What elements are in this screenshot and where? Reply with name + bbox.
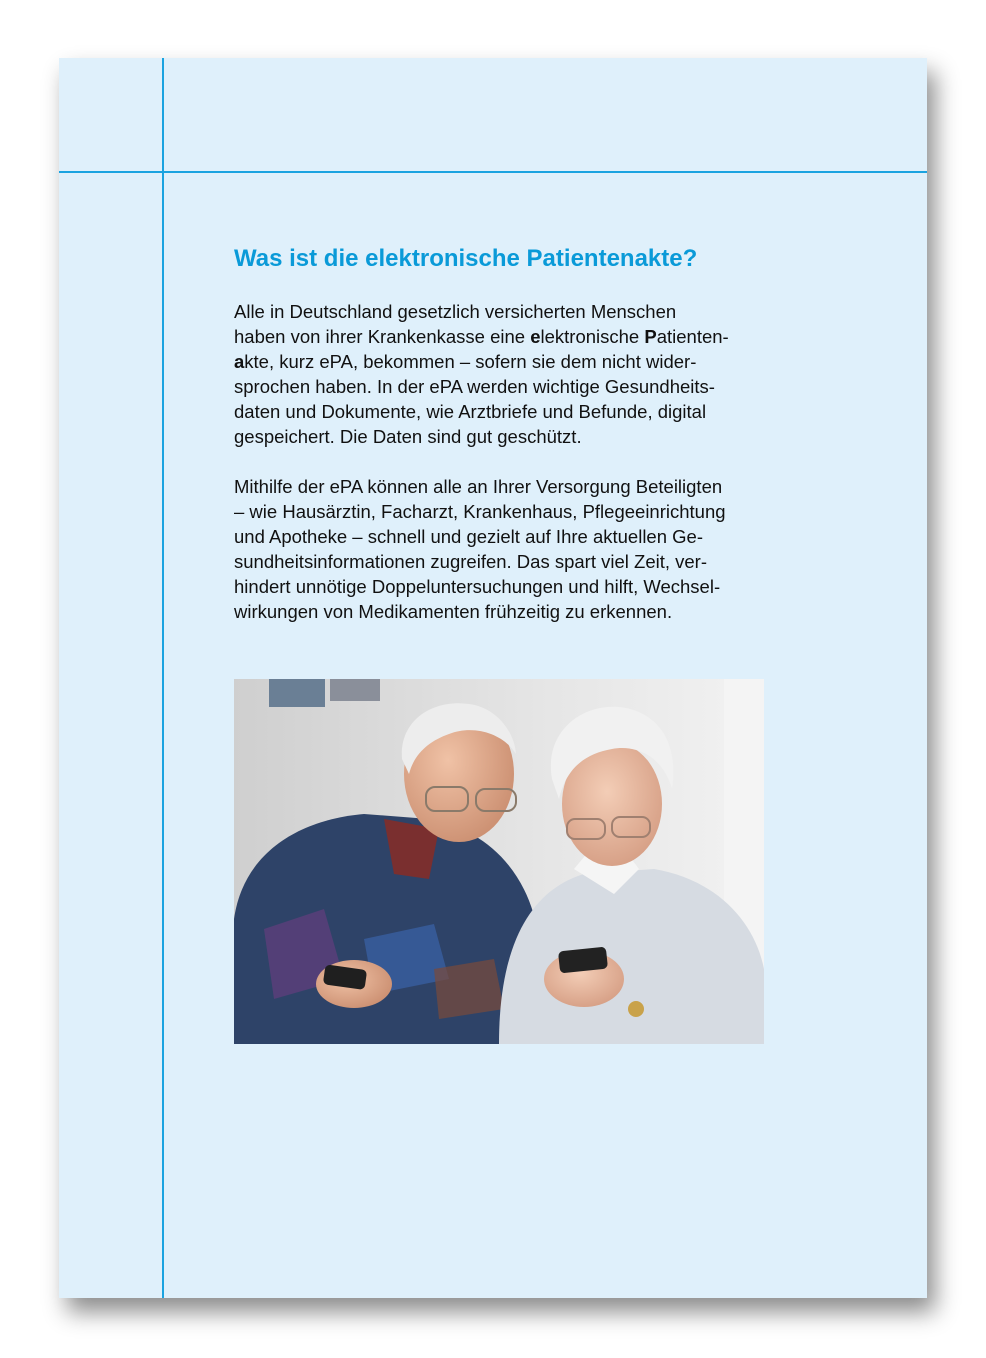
text-line: – wie Hausärztin, Facharzt, Krankenhaus, Pflegeeinrichtung — [234, 501, 726, 522]
text-line: Alle in Deutschland gesetzlich versicherten Menschen — [234, 301, 677, 322]
document-page — [59, 58, 927, 1298]
paragraph-intro — [234, 299, 794, 449]
acronym-letter-p: P — [644, 326, 657, 347]
wristwatch-icon — [628, 1001, 644, 1017]
text-line: Mithilfe der ePA können alle an Ihrer Versorgung Beteiligten — [234, 476, 723, 497]
text-line: hindert unnötige Doppeluntersuchungen und hilft, Wechsel- — [234, 576, 721, 597]
horizontal-margin-rule — [59, 171, 927, 173]
wall-picture — [269, 679, 325, 707]
text-line: sundheitsinformationen zugreifen. Das spart viel Zeit, ver- — [234, 551, 707, 572]
text-line: haben von ihrer Krankenkasse eine elektronische Patienten- — [234, 326, 729, 347]
paragraph-benefits — [234, 474, 794, 624]
photo-seniors-with-phones — [234, 679, 764, 1044]
wall-picture — [330, 679, 380, 701]
text-line: gespeichert. Die Daten sind gut geschützt. — [234, 426, 582, 447]
acronym-letter-e: e — [530, 326, 541, 347]
text-line: akte, kurz ePA, bekommen – sofern sie dem nicht wider- — [234, 351, 697, 372]
text-line: und Apotheke – schnell und gezielt auf Ihre aktuellen Ge- — [234, 526, 703, 547]
page-heading: Was ist die elektronische Patientenakte? — [234, 245, 698, 272]
acronym-letter-a: a — [234, 351, 245, 372]
photo-illustration — [234, 679, 764, 1044]
text-line: wirkungen von Medikamenten frühzeitig zu erkennen. — [234, 601, 673, 622]
text-line: sprochen haben. In der ePA werden wichtige Gesundheits- — [234, 376, 715, 397]
text-line: daten und Dokumente, wie Arztbriefe und Befunde, digital — [234, 401, 707, 422]
vertical-margin-rule — [162, 58, 164, 1298]
